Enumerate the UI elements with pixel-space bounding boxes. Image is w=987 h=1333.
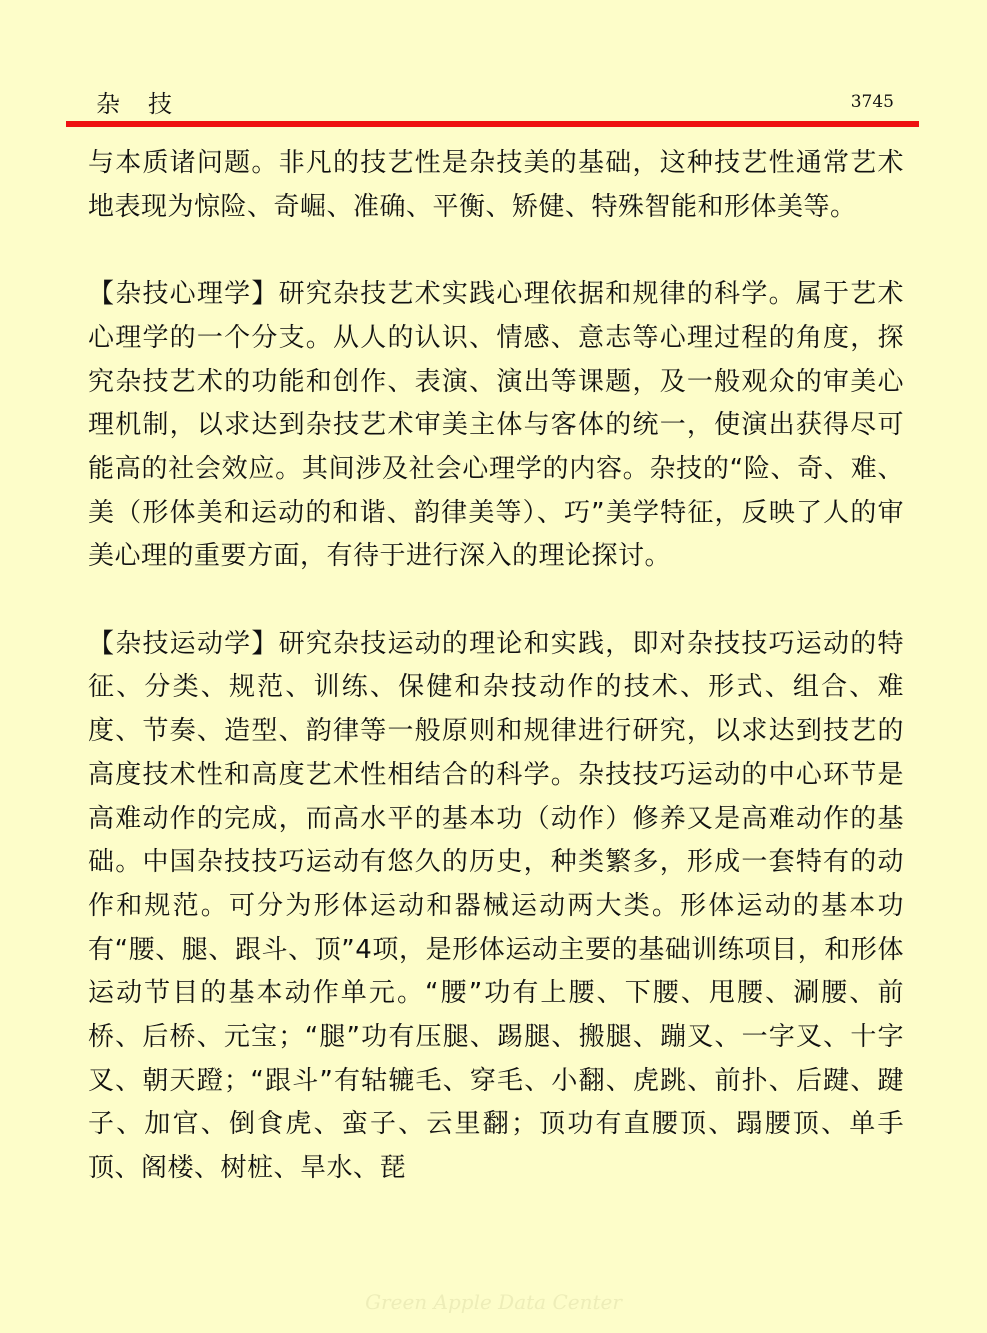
entry-term: 【杂技运动学】 <box>88 628 279 659</box>
entry-text: 研究杂技艺术实践心理依据和规律的科学。属于艺术心理学的一个分支。从人的认识、情感、意志等心理过程的角度，探究杂技艺术的功能和创作、表演、演出等课题，及一般观众的审美心理机制，以求达到杂技艺术审美主体与客体的统一，使演出获得尽可能高的社会效应。其间涉及社会心理学的内容。杂技的“险、奇、难、美（形体美和运动的和谐、韵律美等）、巧”美学特征，反映了人的审美心理的重要方面，有待于进行深入的理论探讨。 <box>88 279 904 572</box>
entry-text: 研究杂技运动的理论和实践，即对杂技技巧运动的特征、分类、规范、训练、保健和杂技动作的技术、形式、组合、难度、节奏、造型、韵律等一般原则和规律进行研究，以求达到技艺的高度技术性和高度艺术性相结合的科学。杂技技巧运动的中心环节是高难动作的完成，而高水平的基本功（动作）修养又是高难动作的基础。中国杂技技巧运动有悠久的历史，种类繁多，形成一套特有的动作和规范。可分为形体运动和器械运动两大类。形体运动的基本功有“腰、腿、跟斗、顶”4项，是形体运动主要的基础训练项目，和形体运动节目的基本动作单元。“腰”功有上腰、下腰、甩腰、涮腰、前桥、后桥、元宝；“腿”功有压腿、踢腿、搬腿、蹦叉、一字叉、十字叉、朝天蹬；“跟斗”有轱辘毛、穿毛、小翻、虎跳、前扑、后踺、踺子、加官、倒食虎、蛮子、云里翻；顶功有直腰顶、蹋腰顶、单手顶、阁楼、树桩、旱水、琵 <box>88 628 904 1184</box>
paragraph-text: 与本质诸问题。非凡的技艺性是杂技美的基础，这种技艺性通常艺术地表现为惊险、奇崛、准确、平衡、矫健、特殊智能和形体美等。 <box>88 148 904 222</box>
page-number: 3745 <box>850 92 894 112</box>
entry-acrobatics-psychology <box>88 273 904 579</box>
paragraph-continuation <box>88 142 904 229</box>
page-header <box>0 0 987 130</box>
section-title: 杂 技 <box>96 90 174 118</box>
page-body <box>88 142 904 1191</box>
entry-term: 【杂技心理学】 <box>88 279 279 310</box>
watermark: Green Apple Data Center <box>365 1290 622 1314</box>
header-rule <box>66 121 919 127</box>
entry-acrobatics-kinesiology <box>88 623 904 1191</box>
